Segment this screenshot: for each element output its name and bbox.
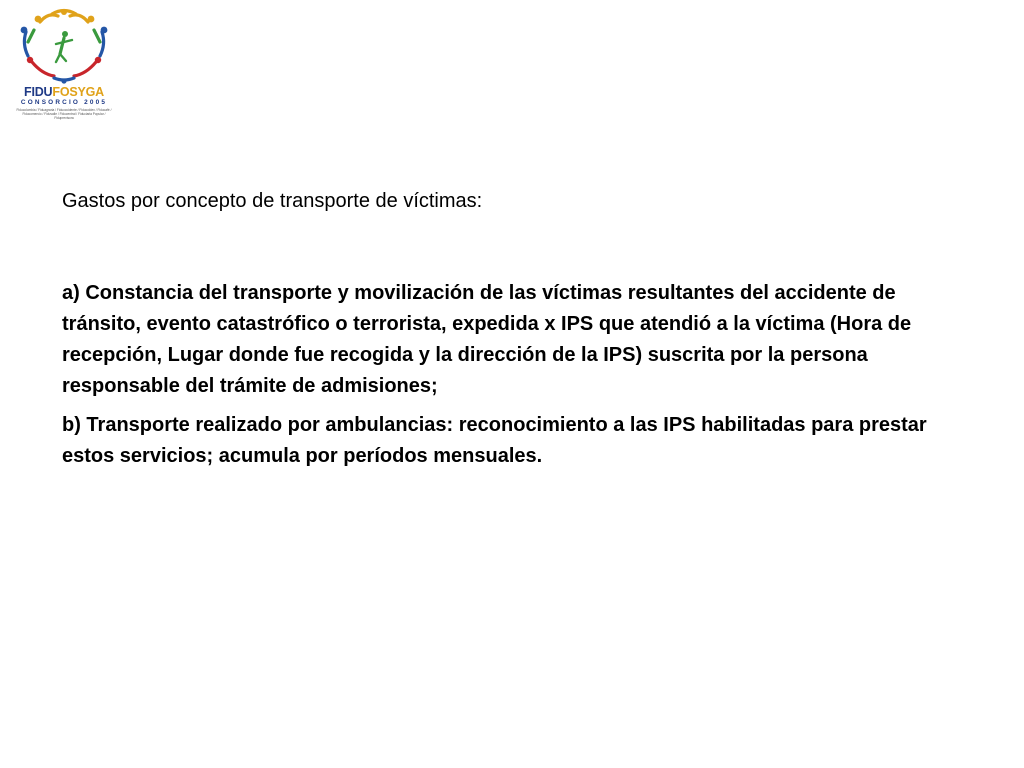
slide-body <box>62 186 962 472</box>
logo-fine-print: Fiducolombia / Fiduagraria / Fiduoccidente / Fiducoldex / Fiducafé / Fiducomercio / Fiduvalle / Fiducentral / Fiduciaria Popular / Fiduprevisora <box>16 108 112 120</box>
logo-brand-part2: FOSYGA <box>52 85 104 99</box>
item-b-paragraph: b) Transporte realizado por ambulancias: reconocimiento a las IPS habilitadas para prestar estos servicios; acumula por períodos mensuales. <box>62 414 927 467</box>
logo-brand-part1: FIDU <box>24 85 53 99</box>
people-circle-icon <box>14 8 114 86</box>
item-a-paragraph: a) Constancia del transporte y movilización de las víctimas resultantes del accidente de tránsito, evento catastrófico o terrorista, expedida x IPS que atendió a la víctima (Hora de recepción, Lugar donde fue recogida y la dirección de la IPS) suscrita por la persona responsable del trámite de admisiones; <box>62 282 912 397</box>
logo-subtitle: CONSORCIO 2005 <box>20 99 108 106</box>
fidufosyga-logo <box>14 8 114 130</box>
logo-brand-name <box>14 86 114 99</box>
section-heading: Gastos por concepto de transporte de víctimas: <box>62 190 483 212</box>
